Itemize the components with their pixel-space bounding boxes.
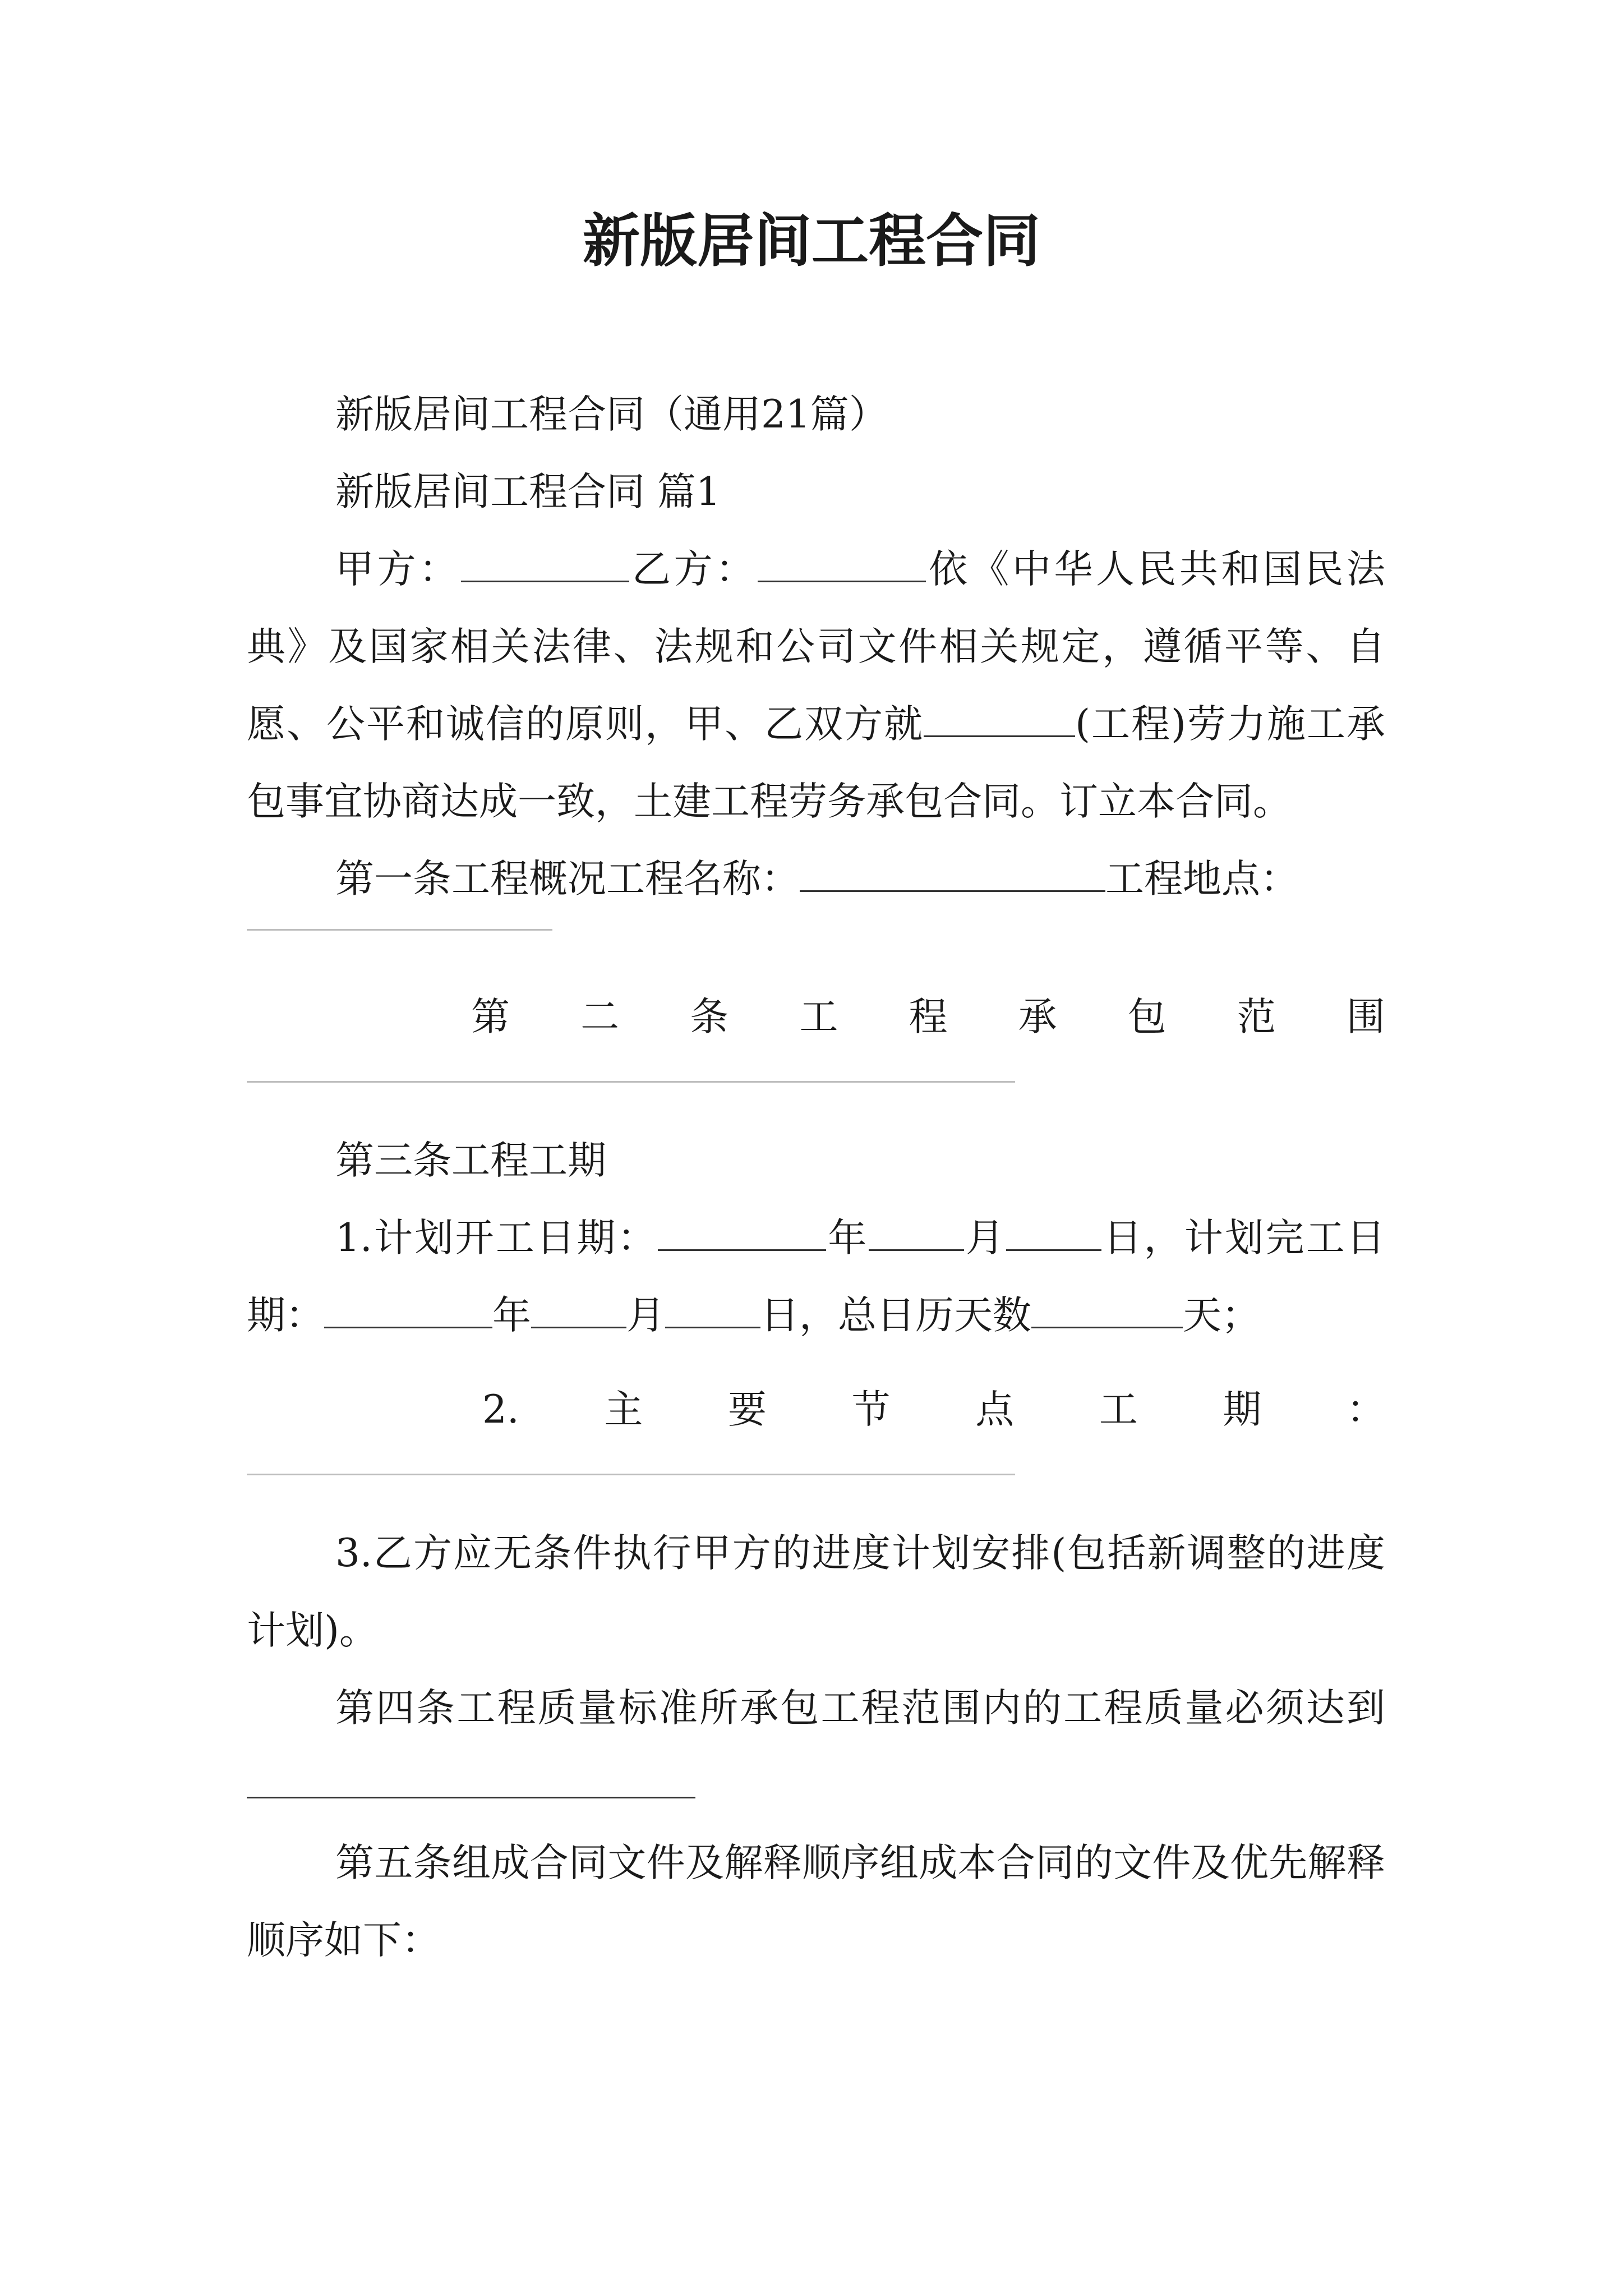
article-2-char: 二 (580, 995, 620, 1039)
project-name-blank[interactable] (800, 845, 1105, 892)
article-3-item-2 (482, 1354, 1385, 1448)
item-2-char: ： (1347, 1387, 1385, 1432)
article-2-char: 包 (1127, 995, 1166, 1039)
document-body (247, 376, 1385, 1979)
project-blank[interactable] (924, 691, 1075, 737)
article-2-char: 承 (1018, 995, 1057, 1039)
article-2-char: 范 (1237, 995, 1276, 1039)
item-2-char: 主 (604, 1387, 643, 1432)
total-days-label: 日，总日历天数 (760, 1293, 1031, 1338)
year-label: 年 (826, 1216, 869, 1260)
end-year-blank[interactable] (324, 1282, 492, 1328)
month-label: 月 (963, 1216, 1007, 1260)
party-a-blank[interactable] (461, 536, 629, 582)
article-2 (471, 961, 1385, 1056)
document-title: 新版居间工程合同 (583, 208, 1040, 275)
article-3-heading: 第三条工程工期 (335, 1138, 606, 1183)
end-month-blank[interactable] (531, 1282, 626, 1328)
item-2-char: 期 (1223, 1387, 1262, 1432)
item-2-char: 工 (1099, 1387, 1138, 1432)
article-1-site-label: 工程地点： (1105, 857, 1299, 901)
start-date-label: 1.计划开工日期： (335, 1216, 658, 1260)
party-b-label: 乙方： (629, 547, 758, 592)
article-3-item-3: 3.乙方应无条件执行甲方的进度计划安排(包括新调整的进度计划)。 (247, 1531, 1385, 1653)
article-2-char: 第 (471, 995, 510, 1039)
year-label: 年 (492, 1293, 531, 1338)
item-2-char: 节 (851, 1387, 891, 1432)
end-day-blank[interactable] (665, 1282, 760, 1328)
end-date-label: 日，计划完工日期： (247, 1216, 1386, 1338)
party-a-label: 甲方： (335, 547, 461, 592)
parties-text-2: (工程)劳力施工承包事宜协商达成一致，土建工程劳务承包合同。订立本合同。 (247, 702, 1385, 824)
project-site-blank[interactable] (247, 929, 552, 931)
item-2-char: 要 (728, 1387, 767, 1432)
days-unit: 天； (1183, 1293, 1260, 1338)
article-5: 第五条组成合同文件及解释顺序组成本合同的文件及优先解释顺序如下： (247, 1841, 1385, 1963)
parties-paragraph (247, 531, 1385, 840)
party-b-blank[interactable] (758, 536, 926, 582)
article-2-char: 程 (909, 995, 948, 1039)
article-4-text: 第四条工程质量标准所承包工程范围内的工程质量必须达到 (335, 1686, 1385, 1731)
total-days-blank[interactable] (1031, 1282, 1183, 1328)
item-2-char: 2. (482, 1387, 519, 1432)
article-1-name-label: 第一条工程概况工程名称： (335, 857, 800, 901)
article-1 (247, 840, 1385, 918)
article-2-char: 工 (799, 995, 838, 1039)
item-2-char: 点 (975, 1387, 1015, 1432)
milestone-blank[interactable] (247, 1474, 1015, 1475)
article-2-char: 围 (1347, 995, 1385, 1039)
parties-text-1: 依《中华人民共和国民法典》及国家相关法律、法规和公司文件相关规定，遵循平等、自愿、公平和诚信的原则，甲、乙双方就 (247, 547, 1385, 747)
month-label: 月 (626, 1293, 665, 1338)
chapter-heading: 新版居间工程合同 篇1 (335, 470, 721, 514)
article-3-item-1 (247, 1199, 1385, 1354)
scope-blank[interactable] (247, 1081, 1015, 1083)
article-4 (247, 1669, 1385, 1824)
document-subtitle: 新版居间工程合同（通用21篇） (335, 392, 888, 437)
start-year-blank[interactable] (658, 1204, 826, 1251)
quality-standard-blank[interactable] (247, 1752, 695, 1798)
start-day-blank[interactable] (1006, 1204, 1101, 1251)
start-month-blank[interactable] (869, 1204, 964, 1251)
article-2-char: 条 (690, 995, 729, 1039)
